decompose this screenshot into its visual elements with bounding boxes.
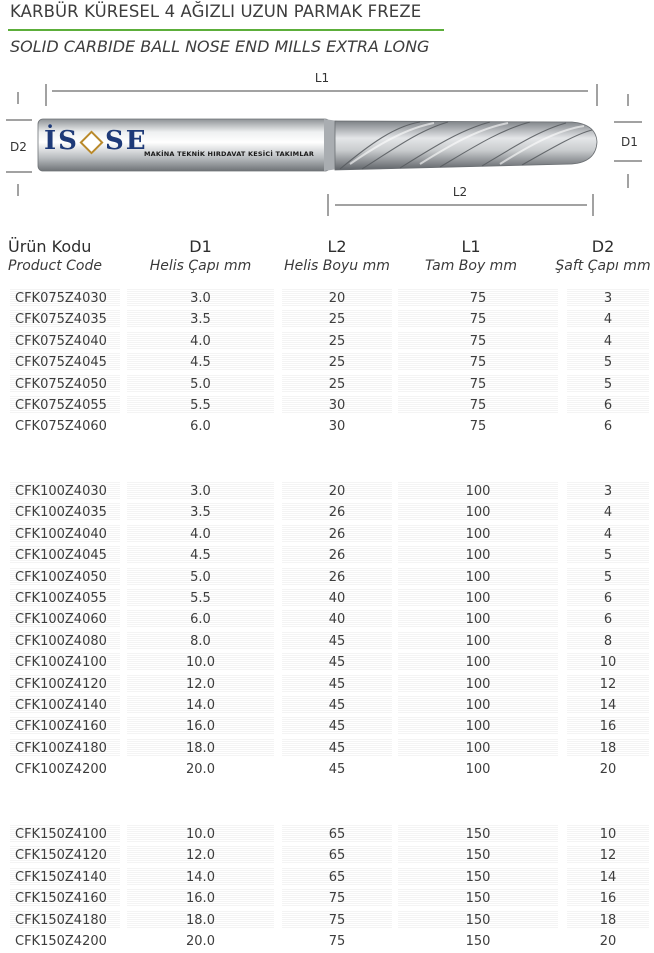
shank-diameter-cell: 4 <box>567 310 649 328</box>
table-row <box>0 696 654 717</box>
shank-diameter-cell: 20 <box>599 934 617 949</box>
total-length-cell: 75 <box>398 375 558 393</box>
total-length-cell: 150 <box>398 889 558 907</box>
table-row <box>0 846 654 867</box>
total-length-cell: 150 <box>398 846 558 864</box>
helix-length-cell: 25 <box>282 310 392 328</box>
total-length-cell: 150 <box>465 934 491 949</box>
shank-diameter-cell: 4 <box>567 503 649 521</box>
shank-diameter-cell: 4 <box>567 525 649 543</box>
product-code-cell: CFK075Z4035 <box>10 310 120 328</box>
table-row <box>0 417 654 438</box>
helix-length-cell: 30 <box>282 396 392 414</box>
helix-length-cell: 45 <box>282 696 392 714</box>
total-length-cell: 75 <box>398 396 558 414</box>
product-code-cell: CFK075Z4045 <box>10 353 120 371</box>
helix-diameter-cell: 18.0 <box>127 911 274 929</box>
table-row <box>0 739 654 760</box>
header-l1 <box>398 237 544 275</box>
helix-length-cell: 45 <box>282 717 392 735</box>
total-length-cell: 100 <box>398 717 558 735</box>
product-code-cell: CFK100Z4100 <box>10 653 120 671</box>
total-length-cell: 150 <box>398 911 558 929</box>
helix-length-cell: 45 <box>328 762 346 778</box>
shank-diameter-cell: 5 <box>567 353 649 371</box>
table-row <box>0 653 654 674</box>
table-row <box>0 546 654 567</box>
helix-diameter-cell: 4.5 <box>127 546 274 564</box>
helix-diameter-cell: 6.0 <box>190 419 211 435</box>
helix-length-cell: 25 <box>282 375 392 393</box>
product-code-cell: CFK075Z4040 <box>10 332 120 350</box>
total-length-cell: 100 <box>465 762 491 778</box>
header-top: Ürün Kodu <box>8 237 92 256</box>
helix-length-cell: 25 <box>282 332 392 350</box>
helix-diameter-cell: 16.0 <box>127 717 274 735</box>
product-code-cell: CFK075Z4030 <box>10 289 120 307</box>
table-row <box>0 760 654 781</box>
helix-length-cell: 26 <box>282 568 392 586</box>
total-length-cell: 100 <box>398 568 558 586</box>
header-l2 <box>276 237 398 275</box>
helix-length-cell: 65 <box>282 868 392 886</box>
table-row <box>0 610 654 631</box>
helix-diameter-cell: 5.5 <box>127 589 274 607</box>
table-row <box>0 911 654 932</box>
total-length-cell: 150 <box>398 868 558 886</box>
helix-length-cell: 75 <box>282 889 392 907</box>
header-top: L1 <box>461 237 481 256</box>
product-code-cell: CFK100Z4180 <box>10 739 120 757</box>
helix-length-cell: 45 <box>282 632 392 650</box>
product-code-cell: CFK100Z4160 <box>10 717 120 735</box>
product-code-cell: CFK100Z4060 <box>10 610 120 628</box>
shank-diameter-cell: 10 <box>567 653 649 671</box>
header-bottom: Helis Çapı mm <box>149 258 252 274</box>
product-code-cell: CFK150Z4140 <box>10 868 120 886</box>
helix-length-cell: 45 <box>282 675 392 693</box>
total-length-cell: 100 <box>398 739 558 757</box>
table-row <box>0 589 654 610</box>
total-length-cell: 75 <box>398 353 558 371</box>
total-length-cell: 100 <box>398 525 558 543</box>
product-code-cell: CFK100Z4035 <box>10 503 120 521</box>
table-row <box>0 568 654 589</box>
logo-text-left: İS <box>44 126 79 156</box>
product-code-cell: CFK100Z4040 <box>10 525 120 543</box>
shank-diameter-cell: 5 <box>567 568 649 586</box>
logo-text-right: SE <box>104 126 148 156</box>
shank-diameter-cell: 20 <box>599 762 617 778</box>
header-bottom: Şaft Çapı mm <box>555 258 651 274</box>
table-row <box>0 289 654 310</box>
table-row <box>0 310 654 331</box>
helix-length-cell: 65 <box>282 846 392 864</box>
total-length-cell: 150 <box>398 825 558 843</box>
shank-diameter-cell: 5 <box>567 375 649 393</box>
table-row <box>0 353 654 374</box>
product-code-cell: CFK150Z4100 <box>10 825 120 843</box>
helix-length-cell: 30 <box>328 419 346 435</box>
total-length-cell: 100 <box>398 482 558 500</box>
product-code-cell: CFK150Z4160 <box>10 889 120 907</box>
helix-diameter-cell: 10.0 <box>127 825 274 843</box>
header-d2 <box>552 237 654 275</box>
table-row <box>0 825 654 846</box>
shank-diameter-cell: 6 <box>603 419 613 435</box>
helix-diameter-cell: 3.0 <box>127 482 274 500</box>
table-row <box>0 525 654 546</box>
header-top: L2 <box>327 237 347 256</box>
helix-length-cell: 26 <box>282 503 392 521</box>
total-length-cell: 100 <box>398 632 558 650</box>
total-length-cell: 100 <box>398 653 558 671</box>
helix-length-cell: 25 <box>282 353 392 371</box>
helix-diameter-cell: 4.0 <box>127 332 274 350</box>
table-row <box>0 632 654 653</box>
shank-diameter-cell: 6 <box>567 589 649 607</box>
helix-length-cell: 45 <box>282 653 392 671</box>
shank-diameter-cell: 5 <box>567 546 649 564</box>
helix-length-cell: 26 <box>282 546 392 564</box>
header-top: D2 <box>591 237 615 256</box>
shank-diameter-cell: 10 <box>567 825 649 843</box>
helix-diameter-cell: 3.0 <box>127 289 274 307</box>
product-code-cell: CFK075Z4060 <box>15 419 107 435</box>
shank-diameter-cell: 12 <box>567 675 649 693</box>
helix-length-cell: 40 <box>282 589 392 607</box>
shank-diameter-cell: 4 <box>567 332 649 350</box>
company-tagline: MAKİNA TEKNİK HIRDAVAT KESİCİ TAKIMLAR <box>144 150 315 158</box>
total-length-cell: 100 <box>398 610 558 628</box>
total-length-cell: 100 <box>398 546 558 564</box>
table-row <box>0 332 654 353</box>
header-top: D1 <box>189 237 212 256</box>
helix-diameter-cell: 14.0 <box>127 696 274 714</box>
shank-diameter-cell: 18 <box>567 739 649 757</box>
total-length-cell: 75 <box>398 289 558 307</box>
helix-diameter-cell: 20.0 <box>186 762 215 778</box>
helix-diameter-cell: 12.0 <box>127 675 274 693</box>
header-bottom: Tam Boy mm <box>425 258 517 274</box>
product-code-cell: CFK150Z4120 <box>10 846 120 864</box>
header-bottom: Helis Boyu mm <box>284 258 390 274</box>
page-title: KARBÜR KÜRESEL 4 AĞIZLI UZUN PARMAK FREZE <box>10 2 422 21</box>
helix-diameter-cell: 20.0 <box>186 934 215 949</box>
helix-length-cell: 65 <box>282 825 392 843</box>
total-length-cell: 100 <box>398 696 558 714</box>
table-row <box>0 396 654 417</box>
product-code-cell: CFK075Z4050 <box>10 375 120 393</box>
helix-diameter-cell: 10.0 <box>127 653 274 671</box>
l2-label: L2 <box>452 185 468 199</box>
helix-diameter-cell: 14.0 <box>127 868 274 886</box>
shank-diameter-cell: 8 <box>567 632 649 650</box>
helix-length-cell: 40 <box>282 610 392 628</box>
helix-diameter-cell: 4.5 <box>127 353 274 371</box>
shank-diameter-cell: 3 <box>567 289 649 307</box>
l1-label: L1 <box>314 71 330 85</box>
helix-diameter-cell: 3.5 <box>127 310 274 328</box>
helix-diameter-cell: 12.0 <box>127 846 274 864</box>
table-row <box>0 932 654 953</box>
table-row <box>0 375 654 396</box>
shank-diameter-cell: 6 <box>567 610 649 628</box>
total-length-cell: 75 <box>469 419 487 435</box>
helix-diameter-cell: 3.5 <box>127 503 274 521</box>
product-code-cell: CFK100Z4200 <box>15 762 107 778</box>
total-length-cell: 100 <box>398 503 558 521</box>
shank-diameter-cell: 14 <box>567 696 649 714</box>
page-subtitle: SOLID CARBIDE BALL NOSE END MILLS EXTRA LONG <box>10 37 430 56</box>
product-code-cell: CFK150Z4200 <box>15 934 107 949</box>
header-product-code <box>8 237 120 275</box>
helix-length-cell: 20 <box>282 289 392 307</box>
shank-diameter-cell: 6 <box>567 396 649 414</box>
table-row <box>0 675 654 696</box>
helix-diameter-cell: 16.0 <box>127 889 274 907</box>
helix-length-cell: 75 <box>328 934 346 949</box>
shank-diameter-cell: 16 <box>567 889 649 907</box>
product-code-cell: CFK100Z4120 <box>10 675 120 693</box>
helix-length-cell: 75 <box>282 911 392 929</box>
header-bottom: Product Code <box>8 258 103 274</box>
helix-diameter-cell: 5.0 <box>127 375 274 393</box>
helix-diameter-cell: 5.5 <box>127 396 274 414</box>
table-row <box>0 482 654 503</box>
title-divider <box>8 29 444 31</box>
header-d1 <box>127 237 274 275</box>
helix-diameter-cell: 5.0 <box>127 568 274 586</box>
total-length-cell: 100 <box>398 589 558 607</box>
product-code-cell: CFK100Z4030 <box>10 482 120 500</box>
helix-diameter-cell: 8.0 <box>127 632 274 650</box>
helix-diameter-cell: 4.0 <box>127 525 274 543</box>
shank-diameter-cell: 16 <box>567 717 649 735</box>
total-length-cell: 75 <box>398 310 558 328</box>
shank-diameter-cell: 12 <box>567 846 649 864</box>
product-code-cell: CFK075Z4055 <box>10 396 120 414</box>
product-code-cell: CFK100Z4140 <box>10 696 120 714</box>
table-row <box>0 868 654 889</box>
table-row <box>0 503 654 524</box>
d2-label: D2 <box>10 140 27 154</box>
shank-diameter-cell: 14 <box>567 868 649 886</box>
product-code-cell: CFK100Z4050 <box>10 568 120 586</box>
helix-length-cell: 45 <box>282 739 392 757</box>
product-code-cell: CFK100Z4045 <box>10 546 120 564</box>
helix-length-cell: 26 <box>282 525 392 543</box>
product-code-cell: CFK150Z4180 <box>10 911 120 929</box>
d1-label: D1 <box>621 135 638 149</box>
helix-length-cell: 20 <box>282 482 392 500</box>
shank-diameter-cell: 3 <box>567 482 649 500</box>
total-length-cell: 75 <box>398 332 558 350</box>
product-code-cell: CFK100Z4080 <box>10 632 120 650</box>
product-code-cell: CFK100Z4055 <box>10 589 120 607</box>
helix-diameter-cell: 6.0 <box>127 610 274 628</box>
helix-diameter-cell: 18.0 <box>127 739 274 757</box>
table-row <box>0 889 654 910</box>
total-length-cell: 100 <box>398 675 558 693</box>
shank-diameter-cell: 18 <box>567 911 649 929</box>
table-row <box>0 717 654 738</box>
